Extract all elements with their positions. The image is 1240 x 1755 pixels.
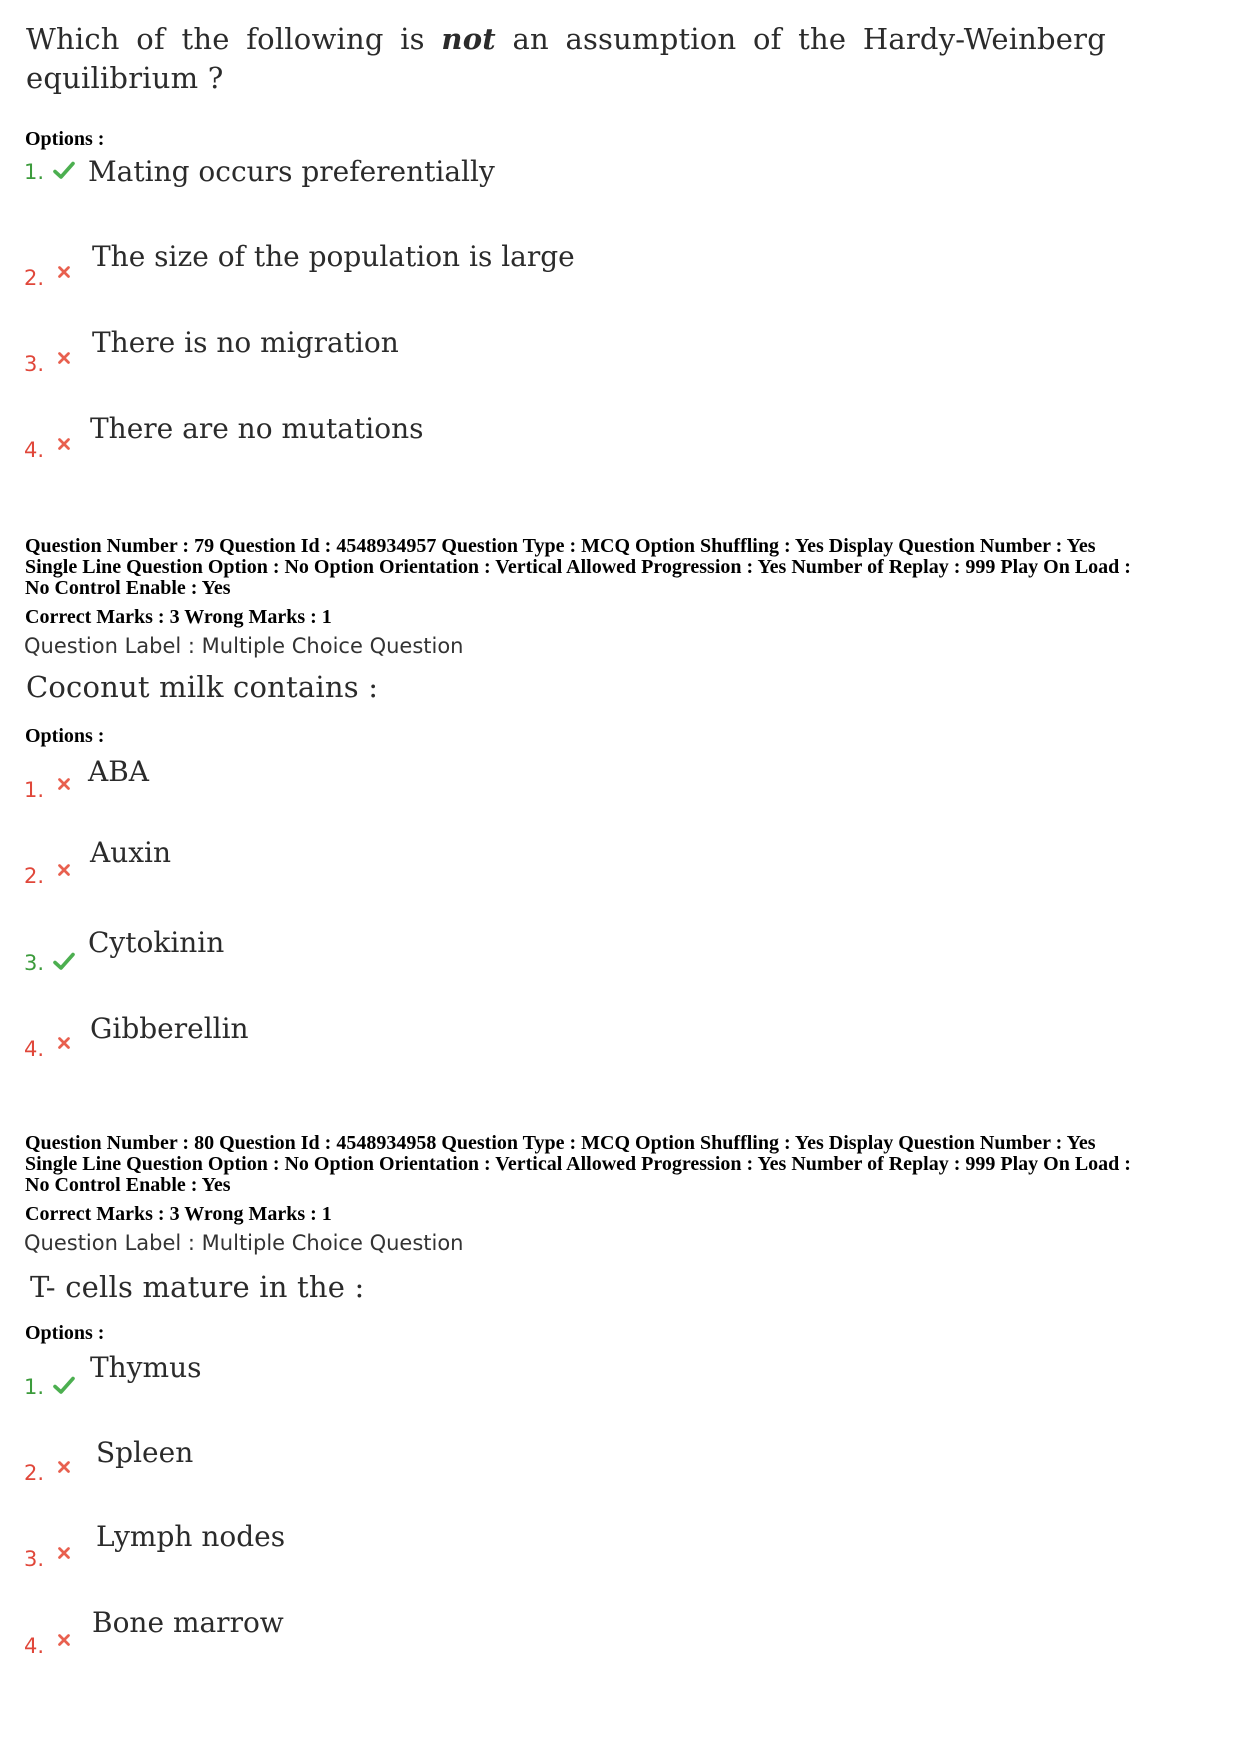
- option-number: 4.: [24, 1634, 45, 1658]
- option-text: The size of the population is large: [92, 240, 575, 273]
- q79-options-label: Options :: [25, 725, 105, 747]
- cross-icon: [55, 1034, 73, 1052]
- cross-icon: [55, 861, 73, 879]
- option-number: 2.: [24, 1461, 45, 1485]
- option-number: 4.: [24, 438, 45, 462]
- option-text: Thymus: [90, 1351, 202, 1384]
- cross-icon: [55, 1458, 73, 1476]
- cross-icon: [55, 1544, 73, 1562]
- option-text: Bone marrow: [92, 1606, 284, 1639]
- cross-icon: [55, 349, 73, 367]
- q78-options-label: Options :: [25, 128, 105, 150]
- q80-stem: T- cells mature in the :: [30, 1270, 365, 1304]
- q79-question-label: Question Label : Multiple Choice Question: [24, 634, 464, 658]
- option-number: 3.: [24, 1547, 45, 1571]
- option-text: There are no mutations: [90, 412, 424, 445]
- q80-meta-line-2: Single Line Question Option : No Option Orientation : Vertical Allowed Progression : Yes Number of Replay : 999 Play On Load :: [25, 1153, 1131, 1175]
- cross-icon: [55, 435, 73, 453]
- q80-options-label: Options :: [25, 1322, 105, 1344]
- option-number: 2.: [24, 266, 45, 290]
- check-icon: [52, 949, 76, 973]
- check-icon: [52, 1373, 76, 1397]
- option-text: Mating occurs preferentially: [88, 155, 495, 188]
- q80-meta-line-3: No Control Enable : Yes: [25, 1174, 231, 1196]
- q79-meta-line-2: Single Line Question Option : No Option Orientation : Vertical Allowed Progression : Yes Number of Replay : 999 Play On Load :: [25, 556, 1131, 578]
- option-text: Cytokinin: [88, 926, 225, 959]
- option-number: 2.: [24, 864, 45, 888]
- q80-question-label: Question Label : Multiple Choice Question: [24, 1231, 464, 1255]
- q78-stem-emphasis: not: [441, 22, 496, 56]
- option-number: 1.: [24, 778, 45, 802]
- q80-meta: [25, 1133, 1225, 1196]
- option-number: 1.: [24, 160, 45, 184]
- option-number: 1.: [24, 1375, 45, 1399]
- q80-meta-line-1: Question Number : 80 Question Id : 4548934958 Question Type : MCQ Option Shuffling : Yes Display Question Number : Yes: [25, 1132, 1096, 1154]
- q78-stem: Which of the following is not an assumption of the Hardy-Weinberg equilibrium ?: [26, 22, 1106, 95]
- option-number: 4.: [24, 1037, 45, 1061]
- cross-icon: [55, 775, 73, 793]
- option-text: Lymph nodes: [96, 1520, 286, 1553]
- q79-marks: Correct Marks : 3 Wrong Marks : 1: [25, 606, 332, 628]
- q80-marks: Correct Marks : 3 Wrong Marks : 1: [25, 1203, 332, 1225]
- option-number: 3.: [24, 352, 45, 376]
- option-text: ABA: [88, 755, 150, 788]
- cross-icon: [55, 1631, 73, 1649]
- cross-icon: [55, 263, 73, 281]
- q79-meta-line-1: Question Number : 79 Question Id : 4548934957 Question Type : MCQ Option Shuffling : Yes Display Question Number : Yes: [25, 535, 1096, 557]
- option-text: There is no migration: [92, 326, 399, 359]
- option-text: Gibberellin: [90, 1012, 249, 1045]
- option-text: Auxin: [90, 836, 172, 869]
- q79-meta-line-3: No Control Enable : Yes: [25, 577, 231, 599]
- option-number: 3.: [24, 951, 45, 975]
- q79-stem: Coconut milk contains :: [26, 670, 379, 704]
- option-text: Spleen: [96, 1436, 194, 1469]
- check-icon: [52, 158, 76, 182]
- q79-meta: [25, 536, 1225, 599]
